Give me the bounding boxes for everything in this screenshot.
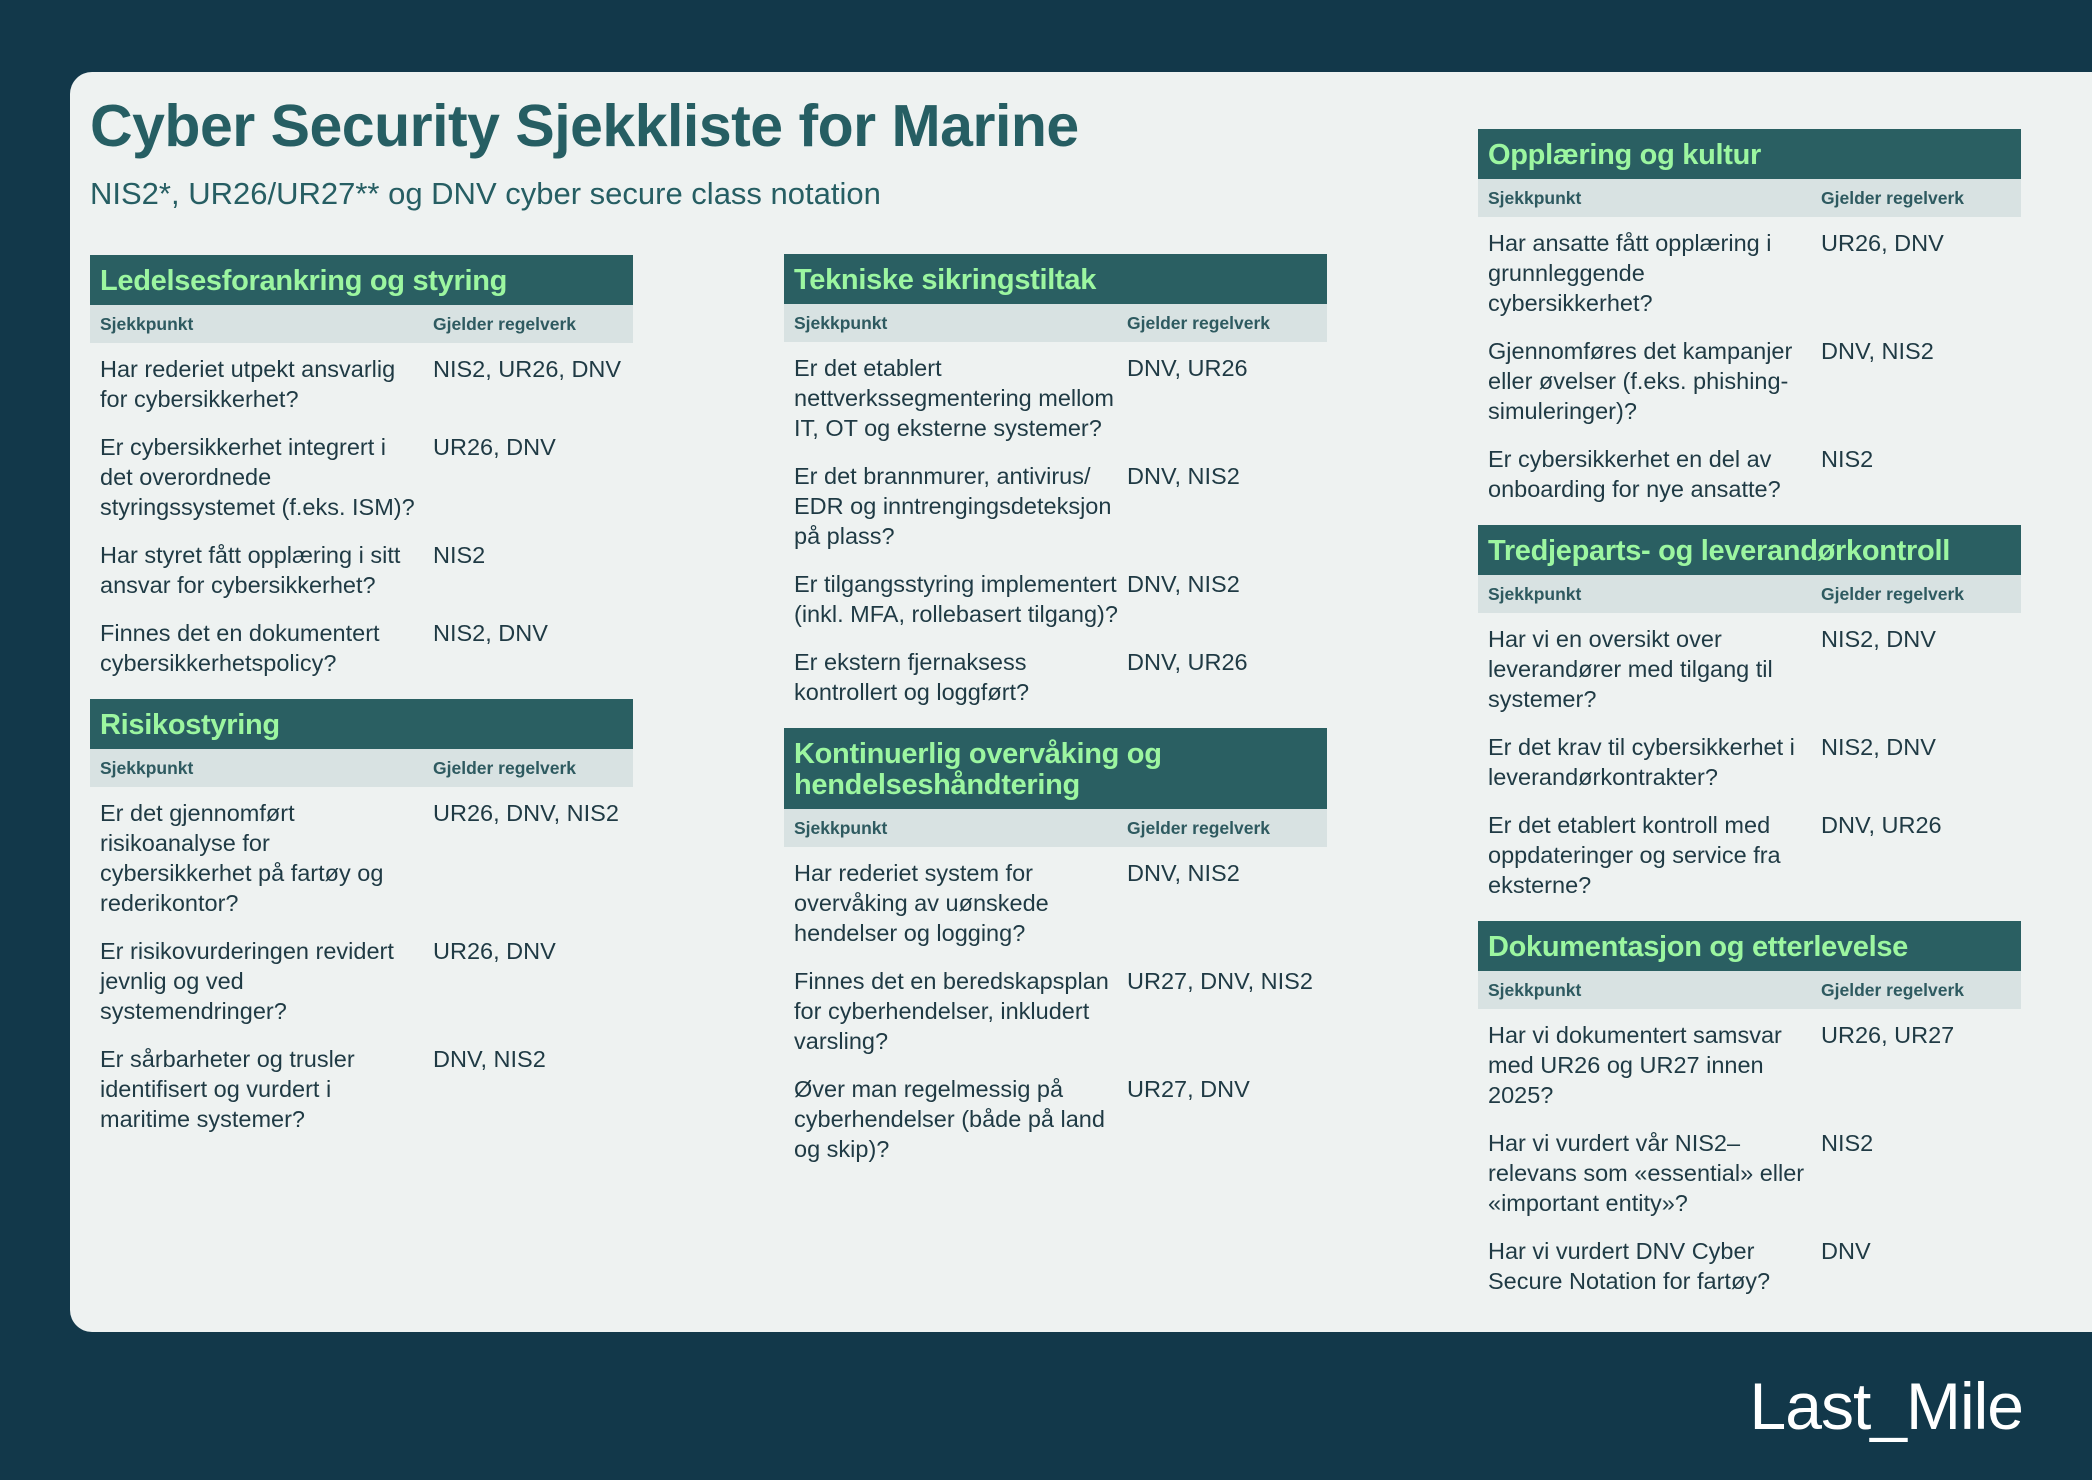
column-header-row [90, 749, 633, 787]
section-title: Dokumentasjon og etterlevelse [1478, 921, 2021, 971]
regulation-text: DNV, UR26 [1127, 355, 1248, 381]
column-header-rules: Gjelder regelverk [1821, 583, 1964, 604]
section-title: Ledelsesforankring og styring [90, 255, 633, 305]
regulation-text: NIS2 [1821, 446, 1874, 472]
regulation-text: NIS2, DNV [433, 620, 548, 646]
column-header-check: Sjekkpunkt [1488, 583, 1582, 604]
checklist-row [90, 529, 633, 607]
checkpoint-text: Er risikovurderingen revidert jevnlig og ved systemendringer? [100, 938, 394, 1024]
regulation-text: DNV [1821, 1238, 1871, 1264]
column-right [1478, 129, 2021, 1317]
checkpoint-text: Har rederiet utpekt ansvarlig for cybersikkerhet? [100, 356, 396, 412]
checkpoint-text: Har styret fått opplæring i sitt ansvar for cybersikkerhet? [100, 542, 401, 598]
column-header-check: Sjekkpunkt [794, 312, 888, 333]
page-subtitle: NIS2*, UR26/UR27** og DNV cyber secure class notation [90, 176, 881, 211]
checklist-row [90, 607, 633, 685]
section-opplaering [1478, 129, 2021, 511]
section-title: Kontinuerlig overvåking og hendelseshåndtering [784, 728, 1327, 809]
last-mile-logo: Last_Mile [1749, 1369, 2023, 1443]
section-teknisk [784, 254, 1327, 714]
regulation-text: NIS2, UR26, DNV [433, 356, 622, 382]
column-header-check: Sjekkpunkt [1488, 187, 1582, 208]
column-header-rules: Gjelder regelverk [1821, 979, 1964, 1000]
checklist-row [1478, 433, 2021, 511]
column-header-check: Sjekkpunkt [794, 817, 888, 838]
checkpoint-text: Finnes det en beredskapsplan for cyberhendelser, inkludert varsling? [794, 968, 1109, 1054]
checkpoint-text: Er det gjennomført risikoanalyse for cybersikkerhet på fartøy og rederikontor? [100, 800, 384, 916]
checkpoint-text: Gjennomføres det kampanjer eller øvelser (f.eks. phishing-simuleringer)? [1488, 338, 1793, 424]
checkpoint-text: Er det krav til cybersikkerhet i leverandørkontrakter? [1488, 734, 1795, 790]
regulation-text: UR26, DNV [1821, 230, 1944, 256]
section-title: Tekniske sikringstiltak [784, 254, 1327, 304]
regulation-text: NIS2, DNV [1821, 626, 1936, 652]
checkpoint-text: Er det etablert kontroll med oppdateringer og service fra eksterne? [1488, 812, 1781, 898]
regulation-text: DNV, NIS2 [1127, 571, 1240, 597]
regulation-text: NIS2 [433, 542, 486, 568]
checklist-row [784, 636, 1327, 714]
section-ledelse [90, 255, 633, 685]
checklist-row [1478, 721, 2021, 799]
column-header-rules: Gjelder regelverk [433, 313, 576, 334]
checklist-row [784, 450, 1327, 558]
regulation-text: UR27, DNV [1127, 1076, 1250, 1102]
checkpoint-text: Har vi dokumentert samsvar med UR26 og UR27 innen 2025? [1488, 1022, 1782, 1108]
column-header-row [784, 304, 1327, 342]
checklist-row [90, 787, 633, 925]
regulation-text: NIS2 [1821, 1130, 1874, 1156]
regulation-text: UR26, DNV, NIS2 [433, 800, 619, 826]
column-header-rules: Gjelder regelverk [1127, 312, 1270, 333]
checklist-row [784, 1063, 1327, 1171]
checkpoint-text: Øver man regelmessig på cyberhendelser (både på land og skip)? [794, 1076, 1105, 1162]
checklist-row [784, 342, 1327, 450]
checklist-row [784, 955, 1327, 1063]
checkpoint-text: Har ansatte fått opplæring i grunnleggende cybersikkerhet? [1488, 230, 1772, 316]
regulation-text: DNV, NIS2 [1127, 860, 1240, 886]
checklist-row [1478, 799, 2021, 907]
column-header-row [90, 305, 633, 343]
section-tredjepart [1478, 525, 2021, 907]
checklist-row [1478, 325, 2021, 433]
column-header-rules: Gjelder regelverk [433, 757, 576, 778]
column-middle [784, 254, 1327, 1185]
column-header-rules: Gjelder regelverk [1127, 817, 1270, 838]
checkpoint-text: Er tilgangsstyring implementert (inkl. MFA, rollebasert tilgang)? [794, 571, 1118, 627]
regulation-text: UR26, DNV [433, 938, 556, 964]
checklist-row [784, 558, 1327, 636]
checklist-row [90, 343, 633, 421]
regulation-text: UR26, UR27 [1821, 1022, 1955, 1048]
checklist-row [1478, 1225, 2021, 1303]
checkpoint-text: Har vi vurdert DNV Cyber Secure Notation for fartøy? [1488, 1238, 1771, 1294]
column-header-rules: Gjelder regelverk [1821, 187, 1964, 208]
checklist-row [784, 847, 1327, 955]
checkpoint-text: Er det brannmurer, antivirus/ EDR og inntrengingsdeteksjon på plass? [794, 463, 1112, 549]
page-title: Cyber Security Sjekkliste for Marine [90, 93, 1079, 159]
section-title: Risikostyring [90, 699, 633, 749]
checkpoint-text: Har vi en oversikt over leverandører med tilgang til systemer? [1488, 626, 1773, 712]
section-title: Opplæring og kultur [1478, 129, 2021, 179]
column-header-row [784, 809, 1327, 847]
checklist-row [1478, 217, 2021, 325]
checklist-row [90, 1033, 633, 1141]
regulation-text: UR27, DNV, NIS2 [1127, 968, 1313, 994]
column-header-check: Sjekkpunkt [100, 313, 194, 334]
checklist-row [1478, 1117, 2021, 1225]
regulation-text: DNV, NIS2 [1821, 338, 1934, 364]
checklist-row [90, 421, 633, 529]
checkpoint-text: Har vi vurdert vår NIS2–relevans som «essential» eller «important entity»? [1488, 1130, 1805, 1216]
regulation-text: UR26, DNV [433, 434, 556, 460]
checkpoint-text: Er ekstern fjernaksess kontrollert og loggført? [794, 649, 1030, 705]
column-header-row [1478, 971, 2021, 1009]
checklist-row [90, 925, 633, 1033]
section-overvaking [784, 728, 1327, 1171]
checkpoint-text: Er cybersikkerhet integrert i det overordnede styringssystemet (f.eks. ISM)? [100, 434, 415, 520]
column-left [90, 255, 633, 1155]
checklist-row [1478, 613, 2021, 721]
checkpoint-text: Er det etablert nettverkssegmentering mellom IT, OT og eksterne systemer? [794, 355, 1114, 441]
column-header-check: Sjekkpunkt [100, 757, 194, 778]
checkpoint-text: Er cybersikkerhet en del av onboarding for nye ansatte? [1488, 446, 1781, 502]
checkpoint-text: Er sårbarheter og trusler identifisert og vurdert i maritime systemer? [100, 1046, 355, 1132]
checkpoint-text: Finnes det en dokumentert cybersikkerhetspolicy? [100, 620, 380, 676]
regulation-text: DNV, NIS2 [1127, 463, 1240, 489]
section-dokumentasjon [1478, 921, 2021, 1303]
checkpoint-text: Har rederiet system for overvåking av uønskede hendelser og logging? [794, 860, 1049, 946]
section-title: Tredjeparts- og leverandørkontroll [1478, 525, 2021, 575]
column-header-row [1478, 575, 2021, 613]
column-header-check: Sjekkpunkt [1488, 979, 1582, 1000]
column-header-row [1478, 179, 2021, 217]
regulation-text: DNV, NIS2 [433, 1046, 546, 1072]
checklist-row [1478, 1009, 2021, 1117]
regulation-text: DNV, UR26 [1127, 649, 1248, 675]
regulation-text: DNV, UR26 [1821, 812, 1942, 838]
regulation-text: NIS2, DNV [1821, 734, 1936, 760]
section-risiko [90, 699, 633, 1141]
